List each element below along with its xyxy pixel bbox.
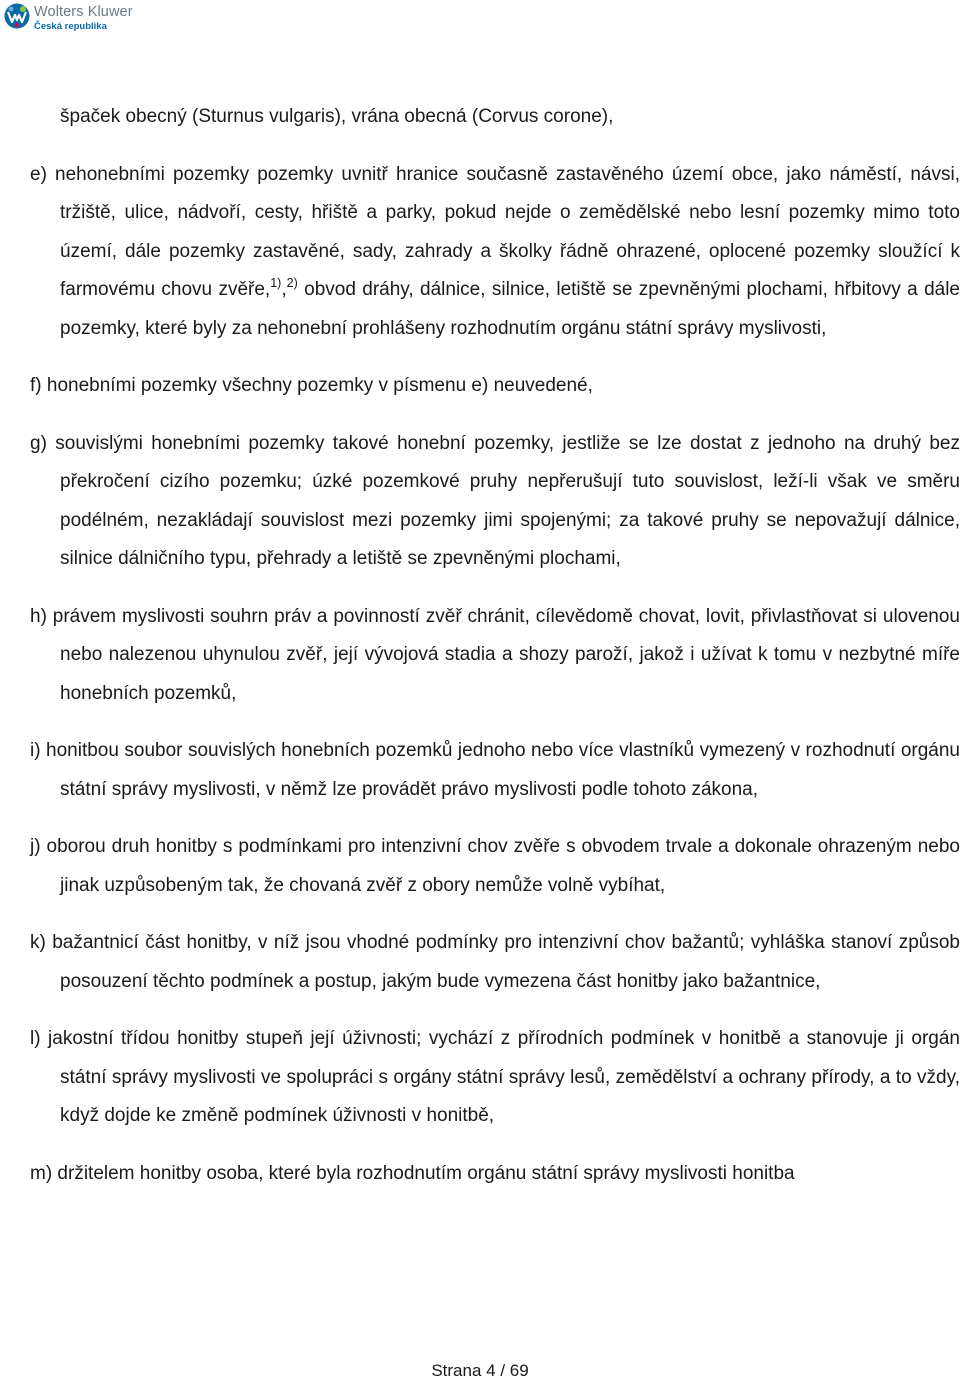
wolters-kluwer-logo bbox=[4, 3, 154, 39]
definition-g: g) souvislými honebními pozemky takové honební pozemky, jestliže se lze dostat z jednoho na druhý bez překročení cizího pozemku; úzké pozemkové pruhy nepřerušují tuto souvislost, leží-li však ve směru podélném, nezakládají souvislost mezi pozemky jimi spojenými; za takové pruhy se nepovažují dálnice, silnice dálničního typu, přehrady a letiště se zpevněnými plochami, bbox=[30, 432, 960, 569]
brand-subtitle: Česká republika bbox=[34, 20, 107, 32]
brand-name: Wolters Kluwer bbox=[34, 4, 133, 20]
definition-k: k) bažantnicí část honitby, v níž jsou vhodné podmínky pro intenzivní chov bažantů; vyhláška stanoví způsob posouzení těchto podmínek a postup, jakým bude vymezena část honitby jako bažantnice, bbox=[30, 932, 960, 992]
definition-e-text-b: obvod dráhy, dálnice, silnice, letiště se zpevněnými plochami, hřbitovy a dále pozemky, které byly za nehonební prohlášeny rozhodnutím orgánu státní správy myslivosti, bbox=[60, 279, 960, 339]
footnote-separator: , bbox=[281, 279, 287, 300]
definition-h: h) právem myslivosti souhrn práv a povinností zvěř chránit, cílevědomě chovat, lovit, přivlastňovat si ulovenou nebo nalezenou uhynulou zvěř, její vývojová stadia a shozy paroží, jakož i užívat k tomu v nezbytné míře honebních pozemků, bbox=[30, 605, 960, 704]
footnote-ref-1[interactable]: 1) bbox=[270, 276, 282, 290]
paragraph-continuation: špaček obecný (Sturnus vulgaris), vrána obecná (Corvus corone), bbox=[60, 106, 614, 127]
definition-m: m) držitelem honitby osoba, které byla rozhodnutím orgánu státní správy myslivosti honitba bbox=[30, 1162, 795, 1184]
definition-j: j) oborou druh honitby s podmínkami pro intenzivní chov zvěře s obvodem trvale a dokonale ohrazeným nebo jinak uzpůsobeným tak, že chovaná zvěř z obory nemůže volně vybíhat, bbox=[30, 836, 960, 896]
document-body bbox=[30, 98, 960, 1200]
definition-e bbox=[30, 156, 960, 349]
definition-e-text-a: e) nehonebními pozemky pozemky uvnitř hranice současně zastavěného území obce, jako náměstí, návsi, tržiště, ulice, nádvoří, cesty, hřiště a parky, pokud nejde o zemědělské nebo lesní pozemky mimo toto území, dále pozemky zastavěné, sady, zahrady a školky řádně ohrazené, oplocené pozemky sloužící k farmovému chovu zvěře, bbox=[30, 163, 960, 300]
page-number: Strana 4 / 69 bbox=[431, 1361, 529, 1380]
definition-i: i) honitbou soubor souvislých honebních pozemků jednoho nebo více vlastníků vymezený v rozhodnutí orgánu státní správy myslivosti, v němž lze provádět právo myslivosti podle tohoto zákona, bbox=[30, 740, 960, 800]
wolters-kluwer-logo-icon bbox=[4, 3, 30, 29]
definition-l: l) jakostní třídou honitby stupeň její úživnosti; vychází z přírodních podmínek v honitbě a stanovuje ji orgán státní správy myslivosti ve spolupráci s orgány státní správy lesů, zemědělství a ochrany přírody, a to vždy, když dojde ke změně podmínek úživnosti v honitbě, bbox=[30, 1028, 960, 1126]
footnote-ref-2[interactable]: 2) bbox=[286, 276, 298, 290]
definition-f: f) honebními pozemky všechny pozemky v písmenu e) neuvedené, bbox=[30, 375, 593, 396]
